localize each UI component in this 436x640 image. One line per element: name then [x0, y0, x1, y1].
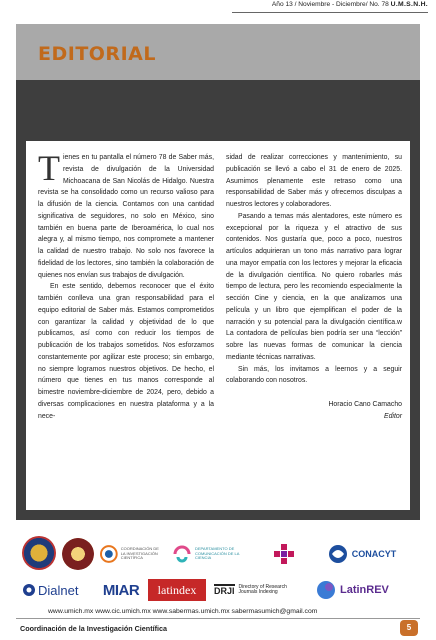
institution-label: U.M.S.N.H.: [390, 1, 428, 8]
text-column-right: [226, 152, 402, 423]
paragraph: [38, 148, 214, 281]
department-logo: [172, 542, 248, 566]
dialnet-logo: [22, 580, 92, 600]
dialnet-text: Dialnet: [38, 582, 79, 598]
department-text: DEPARTAMENTO DE COMUNICACIÓN DE LA CIENCIA: [195, 546, 240, 561]
conacyt-icon: [328, 544, 348, 564]
signature-role: Editor: [383, 412, 402, 420]
section-title: EDITORIAL: [38, 43, 156, 65]
cic-text: COORDINACIÓN DE LA INVESTIGACIÓN CIENTÍFICA: [120, 546, 159, 561]
cross-pattern-icon: [273, 543, 295, 565]
paragraph: sidad de realizar correcciones y mantenimiento, su publicación se llevó a cabo el 31 de enero de 2025. Asumimos plenamente este retraso como una responsabilidad de Saber más y ofrecemos disculpas a nuestros lectores y colaboradores.: [226, 154, 402, 208]
drop-cap: T: [38, 148, 60, 188]
signature: [226, 399, 402, 423]
miar-text: MIAR: [102, 581, 140, 599]
dialnet-icon: [22, 583, 36, 597]
paragraph: Sin más, los invitamos a leernos y a seguir colaborando con nosotros.: [226, 365, 402, 385]
website-links: www.umich.mx www.cic.umich.mx www.sabermas.umich.mx sabermasumich@gmail.com: [48, 608, 318, 615]
paragraph-text: ienes en tu pantalla el número 78 de Saber más, revista de divulgación de la Universidad Michoacana de San Nicolás de Hidalgo. Nuestra revista se ha consolidado como un recurso valioso para la difusión de la ciencia. Contamos con una cantidad significativa de seguidores, no solo en México, sino también en buena parte de Iberoamérica, lo cual nos alegra y, al mismo tiempo, nos compromete a mantener la calidad de nuestro trabajo. No solo nos favorece la fidelidad de los lectores, sino también la colaboración de quienes nos envían sus trabajos de divulgación.: [38, 154, 214, 279]
latindex-text: latindex: [157, 582, 197, 597]
university-seal-logo: [22, 536, 56, 570]
footer-text: Coordinación de la Investigación Científica: [20, 624, 167, 633]
latindex-logo: [148, 579, 206, 601]
text-column-left: [38, 148, 214, 422]
header-divider: [232, 12, 428, 13]
science-comm-icon: [172, 544, 192, 564]
paragraph: Pasando a temas más alentadores, este número es excepcional por la riqueza y el atractivo de sus contenidos. Nos gustaría que, poco a poco, nuestros artículos adquirieran un tono más narrativo para lograr una mayor empatía con los lectores y mejorar la eficacia de la divulgación científica. No quiero robarles más tiempo de lectura, pero les recomiendo especialmente la sección Cine y ciencia, en la que analizamos una película y un libro que ejemplifican el poder de la narración y su potencial para la divulgación científica.w La contadora de películas bien podría ser una “lección” sobre las nuevas formas de comunicar la ciencia mediante técnicas narrativas.: [226, 212, 402, 361]
latinrev-logo: [316, 579, 412, 601]
logos-strip: [16, 528, 420, 608]
conacyt-logo: [316, 542, 408, 566]
ciencia-logo: [262, 542, 306, 566]
latinrev-icon: [316, 580, 336, 600]
cic-logo: [100, 542, 162, 566]
page-number: 5: [400, 620, 418, 636]
conacyt-text: CONACYT: [351, 549, 397, 559]
drji-text: Directory of Research Journals Indexing: [238, 583, 287, 595]
latinrev-text: LatinREV: [340, 584, 389, 596]
drji-logo: [214, 579, 310, 601]
seal-logo: [62, 538, 94, 570]
page-footer: [16, 619, 420, 637]
issue-label: Año 13 / Noviembre - Diciembre/ No. 78: [271, 1, 389, 8]
drji-mark: DRJI: [214, 586, 235, 596]
cic-icon: [100, 545, 118, 563]
paragraph: En este sentido, debemos reconocer que el éxito también conlleva una gran responsabilidad para el equipo editorial de Saber más. Estamos comprometidos con garantizar la calidad y objetividad de lo que publicamos, así como con reducir los tiempos de publicación de los trabajos sometidos. Nos esforzamos constantemente por agilizar este proceso; sin embargo, no siempre logramos nuestros objetivos. De hecho, el número que tienes en tus manos corresponde al bimestre noviembre-diciembre de 2024, pero, debido a diversas complicaciones en nuestra plataforma y a la nece-: [38, 283, 214, 420]
signature-name: Horacio Cano Camacho: [328, 401, 402, 408]
miar-logo: [100, 580, 142, 600]
